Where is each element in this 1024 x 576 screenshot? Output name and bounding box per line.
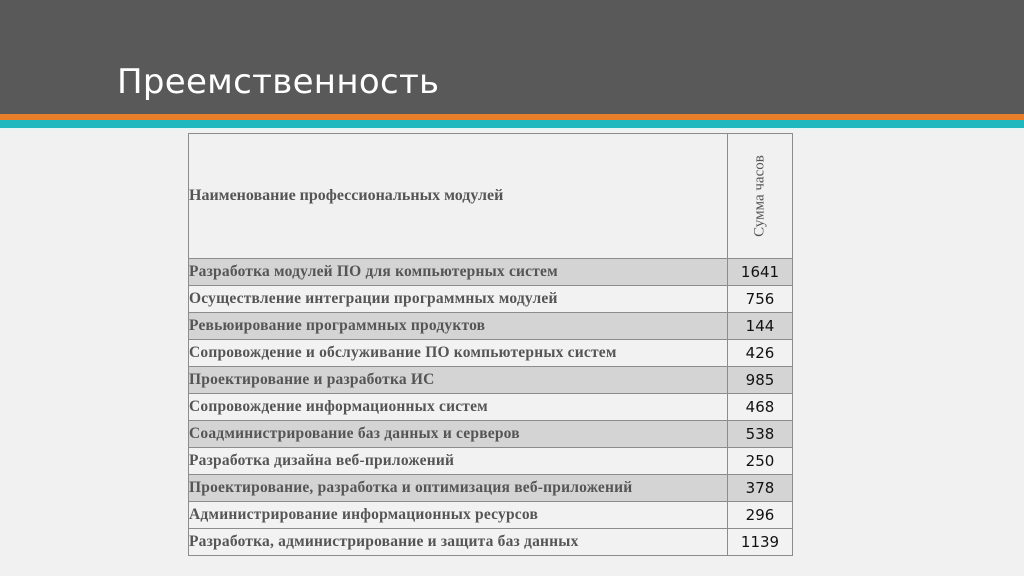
table-row — [189, 367, 793, 394]
table-row — [189, 448, 793, 475]
slide-title: Преемственность — [117, 62, 440, 102]
hours-cell: 250 — [728, 448, 793, 475]
table-row — [189, 529, 793, 556]
column-header-hours — [728, 134, 793, 259]
module-name-cell: Разработка дизайна веб-приложений — [189, 448, 728, 475]
title-bar — [0, 0, 1024, 114]
table-row — [189, 421, 793, 448]
module-name-cell: Сопровождение информационных систем — [189, 394, 728, 421]
hours-cell: 538 — [728, 421, 793, 448]
module-name-cell: Сопровождение и обслуживание ПО компьютерных систем — [189, 340, 728, 367]
hours-cell: 1641 — [728, 259, 793, 286]
table-header-row — [189, 134, 793, 259]
module-name-cell: Разработка, администрирование и защита баз данных — [189, 529, 728, 556]
accent-stripe-light — [0, 128, 1024, 130]
module-name-cell: Соадминистрирование баз данных и серверов — [189, 421, 728, 448]
table-row — [189, 340, 793, 367]
module-name-cell: Администрирование информационных ресурсов — [189, 502, 728, 529]
module-name-cell: Ревьюирование программных продуктов — [189, 313, 728, 340]
column-header-module-name: Наименование профессиональных модулей — [189, 134, 728, 259]
module-name-cell: Проектирование и разработка ИС — [189, 367, 728, 394]
hours-cell: 426 — [728, 340, 793, 367]
module-name-cell: Проектирование, разработка и оптимизация веб-приложений — [189, 475, 728, 502]
accent-stripe-teal — [0, 120, 1024, 128]
table-row — [189, 259, 793, 286]
table-row — [189, 502, 793, 529]
table-row — [189, 286, 793, 313]
module-name-cell: Осуществление интеграции программных модулей — [189, 286, 728, 313]
hours-cell: 756 — [728, 286, 793, 313]
modules-table — [188, 133, 793, 556]
module-name-cell: Разработка модулей ПО для компьютерных систем — [189, 259, 728, 286]
hours-cell: 144 — [728, 313, 793, 340]
hours-cell: 378 — [728, 475, 793, 502]
table-row — [189, 394, 793, 421]
hours-cell: 296 — [728, 502, 793, 529]
table-row — [189, 313, 793, 340]
hours-header-label: Сумма часов — [751, 155, 768, 237]
hours-cell: 1139 — [728, 529, 793, 556]
hours-cell: 985 — [728, 367, 793, 394]
table-row — [189, 475, 793, 502]
hours-cell: 468 — [728, 394, 793, 421]
